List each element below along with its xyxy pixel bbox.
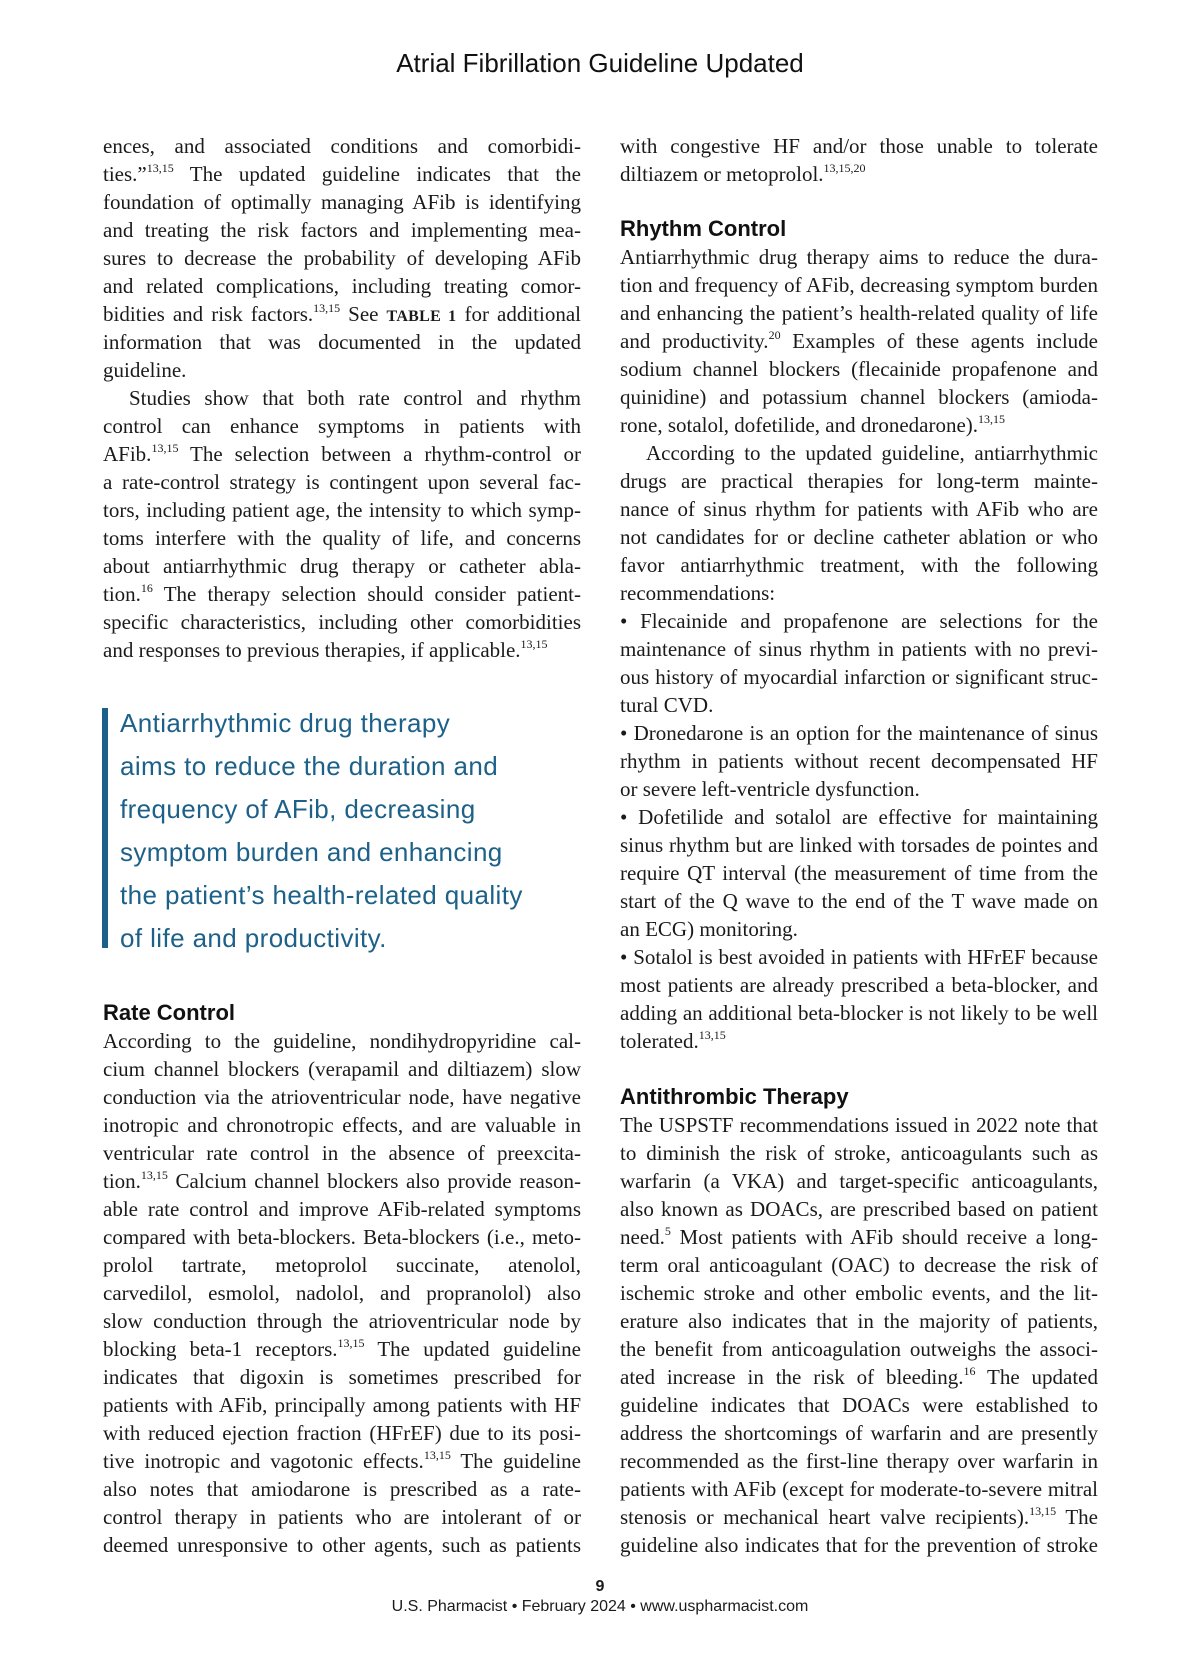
text-line: conduction via the atrioventricular node, have negative bbox=[103, 1085, 581, 1109]
text-line: sinus rhythm but are linked with torsades de pointes and bbox=[620, 833, 1098, 857]
text-line: warfarin (a VKA) and target-specific anticoagulants, bbox=[620, 1169, 1098, 1193]
text-line: bidities and risk factors.$^{13,15}$ See TABLE 1 for additional bbox=[103, 301, 581, 326]
text-line: ous history of myocardial infarction or significant struc- bbox=[620, 665, 1098, 689]
text-line: able rate control and improve AFib-related symptoms bbox=[103, 1197, 581, 1221]
rhythm-control-text bbox=[620, 243, 1098, 1055]
text-line: with congestive HF and/or those unable to tolerate bbox=[620, 134, 1098, 158]
text-line: control can enhance symptoms in patients with bbox=[103, 414, 581, 438]
text-line: specific characteristics, including other comorbidities bbox=[103, 610, 581, 634]
text-line: toms interfere with the quality of life, and concerns bbox=[103, 526, 581, 550]
text-line: guideline also indicates that for the prevention of stroke bbox=[620, 1533, 1098, 1557]
text-line: recommendations: bbox=[620, 581, 776, 605]
text-line: also known as DOACs, are prescribed based on patient bbox=[620, 1197, 1098, 1221]
text-line: Antiarrhythmic drug therapy aims to reduce the dura- bbox=[620, 245, 1098, 269]
text-line: According to the guideline, nondihydropyridine cal- bbox=[103, 1029, 581, 1053]
rhythm-control-heading: Rhythm Control bbox=[620, 216, 787, 241]
rate-control-text bbox=[103, 1027, 581, 1559]
text-line: most patients are already prescribed a beta-blocker, and bbox=[620, 973, 1098, 997]
pull-quote-line: frequency of AFib, decreasing bbox=[120, 794, 476, 824]
text-line: The USPSTF recommendations issued in 2022 note that bbox=[620, 1113, 1098, 1137]
text-line: • Dofetilide and sotalol are effective for maintaining bbox=[620, 805, 1098, 829]
pull-quote-line: aims to reduce the duration and bbox=[120, 751, 499, 781]
pull-quote-line: the patient’s health-related quality bbox=[120, 880, 523, 910]
text-line: and enhancing the patient’s health-related quality of life bbox=[620, 301, 1098, 325]
text-line: diltiazem or metoprolol.$^{13,15,20}$ bbox=[620, 161, 866, 186]
text-line: AFib.$^{13,15}$ The selection between a rhythm-control or bbox=[103, 441, 581, 466]
text-line: ventricular rate control in the absence of preexcita- bbox=[103, 1141, 581, 1165]
text-line: address the shortcomings of warfarin and are presently bbox=[620, 1421, 1098, 1445]
text-line: adding an additional beta-blocker is not likely to be well bbox=[620, 1001, 1098, 1025]
antithrombic-heading: Antithrombic Therapy bbox=[620, 1084, 849, 1109]
text-line: stenosis or mechanical heart valve recipients).$^{13,15}$ The bbox=[620, 1504, 1098, 1529]
pull-quote-text bbox=[120, 702, 523, 960]
text-line: a rate-control strategy is contingent upon several fac- bbox=[103, 470, 581, 494]
text-line: tion.$^{16}$ The therapy selection should consider patient- bbox=[103, 581, 581, 606]
text-line: not candidates for or decline catheter ablation or who bbox=[620, 525, 1098, 549]
text-line: about antiarrhythmic drug therapy or catheter abla- bbox=[103, 554, 581, 578]
intro-text bbox=[103, 132, 581, 664]
text-line: to diminish the risk of stroke, anticoagulants such as bbox=[620, 1141, 1098, 1165]
text-line: and productivity.$^{20}$ Examples of these agents include bbox=[620, 328, 1098, 353]
text-line: ated increase in the risk of bleeding.$^{16}$ The updated bbox=[620, 1364, 1098, 1389]
text-line: recommended as the first-line therapy over warfarin in bbox=[620, 1449, 1098, 1473]
running-title: Atrial Fibrillation Guideline Updated bbox=[396, 48, 804, 78]
text-line: start of the Q wave to the end of the T wave made on bbox=[620, 889, 1098, 913]
text-line: quinidine) and potassium channel blockers (amioda- bbox=[620, 385, 1098, 409]
text-line: need.$^5$ Most patients with AFib should receive a long- bbox=[620, 1224, 1098, 1249]
pull-quote-bar bbox=[102, 708, 108, 948]
text-line: tion.$^{13,15}$ Calcium channel blockers also provide reason- bbox=[103, 1168, 581, 1193]
page-number: 9 bbox=[595, 1578, 605, 1595]
text-line: tural CVD. bbox=[620, 693, 714, 717]
text-line: information that was documented in the updated bbox=[103, 330, 581, 354]
text-line: cium channel blockers (verapamil and diltiazem) slow bbox=[103, 1057, 581, 1081]
rate-control-heading: Rate Control bbox=[103, 1000, 235, 1025]
text-line: Studies show that both rate control and rhythm bbox=[129, 386, 581, 410]
text-line: foundation of optimally managing AFib is identifying bbox=[103, 190, 581, 214]
text-line: rhythm in patients without recent decompensated HF bbox=[620, 749, 1098, 773]
text-line: term oral anticoagulant (OAC) to decrease the risk of bbox=[620, 1253, 1098, 1277]
text-line: the benefit from anticoagulation outweighs the associ- bbox=[620, 1337, 1098, 1361]
text-line: • Dronedarone is an option for the maintenance of sinus bbox=[620, 721, 1098, 745]
text-line: carvedilol, esmolol, nadolol, and propranolol) also bbox=[103, 1281, 581, 1305]
text-line: tolerated.$^{13,15}$ bbox=[620, 1028, 726, 1053]
text-line: control therapy in patients who are intolerant of or bbox=[103, 1505, 581, 1529]
text-line: blocking beta-1 receptors.$^{13,15}$ The updated guideline bbox=[103, 1336, 581, 1361]
text-line: or severe left-ventricle dysfunction. bbox=[620, 777, 920, 801]
text-line: guideline indicates that DOACs were established to bbox=[620, 1393, 1098, 1417]
text-line: guideline. bbox=[103, 358, 187, 382]
text-line: inotropic and chronotropic effects, and are valuable in bbox=[103, 1113, 581, 1137]
text-line: patients with AFib, principally among patients with HF bbox=[103, 1393, 581, 1417]
text-line: • Sotalol is best avoided in patients with HFrEF because bbox=[620, 945, 1098, 969]
text-line: ties.”$^{13,15}$ The updated guideline indicates that the bbox=[103, 161, 581, 186]
text-line: maintenance of sinus rhythm in patients with no previ- bbox=[620, 637, 1098, 661]
text-line: According to the updated guideline, antiarrhythmic bbox=[646, 441, 1098, 465]
text-line: ences, and associated conditions and comorbidi- bbox=[103, 134, 581, 158]
pull-quote-line: Antiarrhythmic drug therapy bbox=[120, 708, 451, 738]
text-line: favor antiarrhythmic treatment, with the following bbox=[620, 553, 1098, 577]
text-line: erature also indicates that in the majority of patients, bbox=[620, 1309, 1098, 1333]
text-line: compared with beta-blockers. Beta-blockers (i.e., meto- bbox=[103, 1225, 581, 1249]
text-line: and responses to previous therapies, if applicable.$^{13,15}$ bbox=[103, 637, 548, 662]
pull-quote-line: symptom burden and enhancing bbox=[120, 837, 503, 867]
text-line: an ECG) monitoring. bbox=[620, 917, 798, 941]
text-line: require QT interval (the measurement of time from the bbox=[620, 861, 1098, 885]
text-line: deemed unresponsive to other agents, such as patients bbox=[103, 1533, 581, 1557]
publication-footer: U.S. Pharmacist • February 2024 • www.uspharmacist.com bbox=[391, 1598, 809, 1615]
text-line: nance of sinus rhythm for patients with AFib who are bbox=[620, 497, 1098, 521]
text-line: tors, including patient age, the intensity to which symp- bbox=[103, 498, 581, 522]
text-line: slow conduction through the atrioventricular node by bbox=[103, 1309, 581, 1333]
text-line: patients with AFib (except for moderate-to-severe mitral bbox=[620, 1477, 1098, 1501]
pull-quote-line: of life and productivity. bbox=[120, 923, 387, 953]
text-line: • Flecainide and propafenone are selections for the bbox=[620, 609, 1098, 633]
text-line: and treating the risk factors and implementing mea- bbox=[103, 218, 581, 242]
antithrombic-text bbox=[620, 1111, 1098, 1559]
text-line: also notes that amiodarone is prescribed as a rate- bbox=[103, 1477, 581, 1501]
text-line: and related complications, including treating comor- bbox=[103, 274, 581, 298]
text-line: ischemic stroke and other embolic events, and the lit- bbox=[620, 1281, 1098, 1305]
text-line: rone, sotalol, dofetilide, and dronedarone).$^{13,15}$ bbox=[620, 412, 1006, 437]
intro-text bbox=[620, 132, 1098, 188]
text-line: sures to decrease the probability of developing AFib bbox=[103, 246, 581, 270]
text-line: tion and frequency of AFib, decreasing symptom burden bbox=[620, 273, 1098, 297]
text-line: sodium channel blockers (flecainide propafenone and bbox=[620, 357, 1098, 381]
text-line: tive inotropic and vagotonic effects.$^{13,15}$ The guideline bbox=[103, 1448, 581, 1473]
text-line: with reduced ejection fraction (HFrEF) due to its posi- bbox=[103, 1421, 581, 1445]
text-line: indicates that digoxin is sometimes prescribed for bbox=[103, 1365, 581, 1389]
text-line: drugs are practical therapies for long-term mainte- bbox=[620, 469, 1098, 493]
text-line: prolol tartrate, metoprolol succinate, atenolol, bbox=[103, 1253, 581, 1277]
